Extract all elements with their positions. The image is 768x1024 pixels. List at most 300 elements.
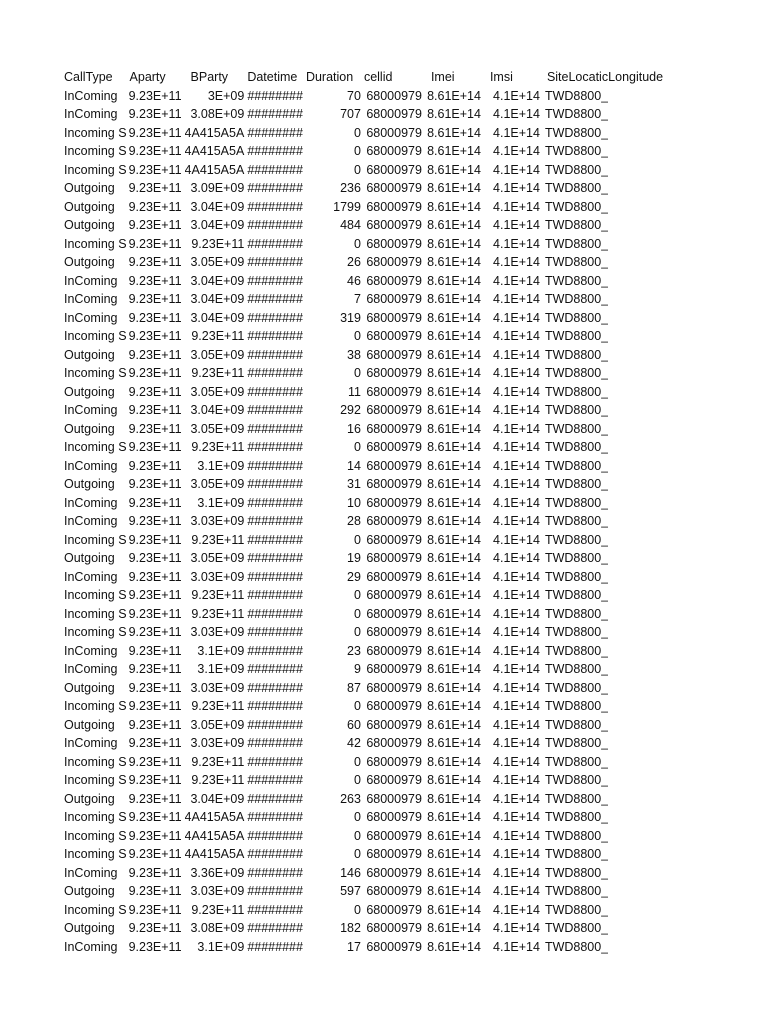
table-row [64,660,670,679]
cell-sitelocation: TWD8800_ [544,366,609,380]
cell-duration: 1799 [333,199,361,214]
header-bparty: BParty [190,70,229,84]
cell-calltype: Outgoing [64,347,115,362]
cell-duration: 11 [347,384,361,399]
cell-sitelocation: TWD8800_ [544,847,609,861]
cell-cellid: 68000979 [366,199,422,214]
cell-duration: 0 [353,144,361,158]
table-row [64,605,670,624]
cell-datetime: ######## [247,255,303,269]
cell-duration: 146 [340,865,361,880]
cell-imei: 8.61E+14 [427,791,481,806]
cell-bparty: 3.04E+09 [190,273,245,288]
cell-imsi: 4.1E+14 [493,810,540,824]
cell-aparty: 9.23E+11 [128,347,182,362]
cell-aparty: 9.23E+11 [128,125,182,140]
cell-datetime: ######## [247,884,303,898]
cell-imsi: 4.1E+14 [493,199,540,214]
cell-aparty: 9.23E+11 [128,310,182,325]
cell-datetime: ######## [247,403,303,417]
header-sitelocation: SiteLocatic [546,70,609,84]
table-row [64,179,670,198]
cell-bparty: 3.03E+09 [190,514,245,528]
cell-cellid: 68000979 [366,810,422,824]
cell-duration: 0 [353,532,361,547]
table-row [64,882,670,901]
cell-aparty: 9.23E+11 [128,421,182,436]
cell-datetime: ######## [247,736,303,750]
cell-bparty: 3.05E+09 [190,477,245,491]
cell-bparty: 3.04E+09 [190,218,245,232]
cell-imsi: 4.1E+14 [493,717,540,732]
cell-datetime: ######## [247,421,303,436]
table-row [64,716,670,735]
cell-calltype: Outgoing [64,884,115,898]
cell-longitude [608,586,670,605]
cell-bparty: 3.03E+09 [190,884,245,898]
cell-imei: 8.61E+14 [427,625,481,639]
cell-calltype: Outgoing [64,551,115,565]
cell-longitude [608,697,670,716]
table-row [64,679,670,698]
cell-bparty: 3.09E+09 [190,181,245,195]
cell-imei: 8.61E+14 [427,680,481,695]
cell-calltype: InComing [64,514,118,528]
cell-duration: 263 [340,791,361,806]
cell-imei: 8.61E+14 [427,403,481,417]
cell-sitelocation: TWD8800_ [544,921,609,935]
cell-datetime: ######## [247,902,303,917]
cell-datetime: ######## [247,773,303,787]
cell-aparty: 9.23E+11 [128,939,182,954]
cell-calltype: Incoming S [64,754,127,769]
cell-imei: 8.61E+14 [427,754,481,769]
cell-imei: 8.61E+14 [427,366,481,380]
cell-imsi: 4.1E+14 [493,181,540,195]
cell-duration: 707 [340,107,361,121]
cell-cellid: 68000979 [366,662,422,676]
cell-imsi: 4.1E+14 [493,625,540,639]
cell-bparty: 3.04E+09 [190,403,245,417]
cell-imei: 8.61E+14 [427,477,481,491]
cell-cellid: 68000979 [366,273,422,288]
cell-sitelocation: TWD8800_ [544,754,609,769]
cell-longitude [608,679,670,698]
cell-datetime: ######## [247,477,303,491]
table-row [64,549,670,568]
table-row [64,87,670,106]
cell-calltype: Outgoing [64,218,115,232]
table-row [64,938,670,957]
cell-duration: 0 [353,699,361,713]
cell-imsi: 4.1E+14 [493,403,540,417]
cell-bparty: 3.05E+09 [190,421,245,436]
cell-duration: 38 [347,347,361,362]
cell-imei: 8.61E+14 [427,551,481,565]
cell-longitude [608,845,670,864]
table-row [64,309,670,328]
cell-datetime: ######## [247,588,303,602]
cell-imei: 8.61E+14 [427,514,481,528]
cell-duration: 0 [353,366,361,380]
cell-sitelocation: TWD8800_ [544,403,609,417]
header-cellid: cellid [363,70,393,84]
cell-calltype: InComing [64,403,118,417]
cell-calltype: Incoming S [64,125,127,140]
cell-sitelocation: TWD8800_ [544,810,609,824]
cell-cellid: 68000979 [366,939,422,954]
cell-longitude [608,734,670,753]
cell-calltype: InComing [64,107,118,121]
cell-imsi: 4.1E+14 [493,551,540,565]
cell-datetime: ######## [247,754,303,769]
cell-datetime: ######## [247,847,303,861]
cell-imsi: 4.1E+14 [493,292,540,306]
cell-calltype: Outgoing [64,181,115,195]
cell-aparty: 9.23E+11 [128,606,182,621]
cell-bparty: 3.04E+09 [190,310,245,325]
cell-imei: 8.61E+14 [427,181,481,195]
cell-bparty: 3.03E+09 [190,625,245,639]
header-longitude: Longitude [608,70,664,84]
cell-cellid: 68000979 [366,514,422,528]
cell-cellid: 68000979 [366,329,422,343]
cell-aparty: 9.23E+11 [128,477,182,491]
cell-datetime: ######## [247,717,303,732]
cell-imsi: 4.1E+14 [493,366,540,380]
cell-imei: 8.61E+14 [427,440,481,454]
cell-datetime: ######## [247,162,303,177]
cell-aparty: 9.23E+11 [128,625,182,639]
cell-bparty: 4A415A5A [184,847,245,861]
cell-longitude [608,642,670,661]
cell-longitude [608,420,670,439]
cell-aparty: 9.23E+11 [128,662,182,676]
cell-cellid: 68000979 [366,699,422,713]
cell-cellid: 68000979 [366,643,422,658]
cell-calltype: Incoming S [64,366,127,380]
table-row [64,161,670,180]
cell-imsi: 4.1E+14 [493,477,540,491]
cell-aparty: 9.23E+11 [128,255,182,269]
cell-aparty: 9.23E+11 [128,699,182,713]
cell-calltype: InComing [64,292,118,306]
cell-duration: 236 [340,181,361,195]
cell-datetime: ######## [247,440,303,454]
cell-imei: 8.61E+14 [427,458,481,473]
cell-imsi: 4.1E+14 [493,347,540,362]
cell-bparty: 3.03E+09 [190,569,245,584]
cell-sitelocation: TWD8800_ [544,255,609,269]
cell-longitude [608,216,670,235]
cell-longitude [608,864,670,883]
cell-aparty: 9.23E+11 [128,440,182,454]
cell-duration: 9 [353,662,361,676]
cell-sitelocation: TWD8800_ [544,643,609,658]
table-row [64,845,670,864]
cell-imsi: 4.1E+14 [493,329,540,343]
cell-duration: 14 [347,458,361,473]
cell-sitelocation: TWD8800_ [544,588,609,602]
table-row [64,142,670,161]
cell-duration: 182 [340,921,361,935]
table-row [64,457,670,476]
cell-datetime: ######## [247,569,303,584]
cell-datetime: ######## [247,606,303,621]
cell-imsi: 4.1E+14 [493,440,540,454]
cell-cellid: 68000979 [366,588,422,602]
cell-imsi: 4.1E+14 [493,125,540,140]
cell-cellid: 68000979 [366,144,422,158]
cell-datetime: ######## [247,625,303,639]
cell-calltype: Outgoing [64,384,115,399]
cell-imsi: 4.1E+14 [493,421,540,436]
cell-sitelocation: TWD8800_ [544,551,609,565]
cell-calltype: Outgoing [64,791,115,806]
cell-cellid: 68000979 [366,569,422,584]
table-row [64,235,670,254]
cell-calltype: Incoming S [64,329,127,343]
cell-aparty: 9.23E+11 [128,144,182,158]
cell-bparty: 3.08E+09 [190,921,245,935]
cell-cellid: 68000979 [366,773,422,787]
cell-imsi: 4.1E+14 [493,662,540,676]
cell-calltype: Outgoing [64,680,115,695]
cell-longitude [608,253,670,272]
cell-imsi: 4.1E+14 [493,588,540,602]
cell-cellid: 68000979 [366,125,422,140]
table-row [64,531,670,550]
cell-aparty: 9.23E+11 [128,88,182,103]
cell-imei: 8.61E+14 [427,199,481,214]
table-row [64,198,670,217]
cell-imsi: 4.1E+14 [493,569,540,584]
cell-datetime: ######## [247,292,303,306]
cell-longitude [608,827,670,846]
cell-sitelocation: TWD8800_ [544,736,609,750]
cell-bparty: 3.03E+09 [190,680,245,695]
cell-imei: 8.61E+14 [427,88,481,103]
cell-bparty: 3.1E+09 [197,643,245,658]
cell-datetime: ######## [247,366,303,380]
cell-aparty: 9.23E+11 [128,514,182,528]
cell-calltype: InComing [64,310,118,325]
cell-aparty: 9.23E+11 [128,218,182,232]
cell-calltype: Incoming S [64,847,127,861]
cell-imsi: 4.1E+14 [493,144,540,158]
cell-longitude [608,753,670,772]
cell-cellid: 68000979 [366,162,422,177]
cell-longitude [608,364,670,383]
cell-calltype: InComing [64,273,118,288]
cell-longitude [608,272,670,291]
cell-datetime: ######## [247,347,303,362]
table-row [64,808,670,827]
cell-longitude [608,623,670,642]
cell-imei: 8.61E+14 [427,717,481,732]
cell-longitude [608,790,670,809]
cell-calltype: InComing [64,865,118,880]
cell-imei: 8.61E+14 [427,828,481,843]
table-row [64,753,670,772]
cell-datetime: ######## [247,921,303,935]
cell-imei: 8.61E+14 [427,292,481,306]
cell-sitelocation: TWD8800_ [544,773,609,787]
cell-cellid: 68000979 [366,347,422,362]
cell-calltype: InComing [64,939,118,954]
cell-cellid: 68000979 [366,458,422,473]
cell-sitelocation: TWD8800_ [544,107,609,121]
spreadsheet [64,68,704,956]
cell-imsi: 4.1E+14 [493,384,540,399]
cell-cellid: 68000979 [366,828,422,843]
table-row [64,290,670,309]
cell-duration: 0 [353,588,361,602]
cell-bparty: 9.23E+11 [191,754,245,769]
cell-aparty: 9.23E+11 [128,181,182,195]
cell-sitelocation: TWD8800_ [544,606,609,621]
cell-sitelocation: TWD8800_ [544,292,609,306]
cell-longitude [608,327,670,346]
cell-datetime: ######## [247,643,303,658]
cell-datetime: ######## [247,662,303,676]
cell-datetime: ######## [247,865,303,880]
cell-longitude [608,882,670,901]
cell-datetime: ######## [247,181,303,195]
cell-sitelocation: TWD8800_ [544,329,609,343]
cell-datetime: ######## [247,458,303,473]
cell-cellid: 68000979 [366,736,422,750]
cell-sitelocation: TWD8800_ [544,384,609,399]
cell-imei: 8.61E+14 [427,921,481,935]
cell-sitelocation: TWD8800_ [544,162,609,177]
cell-calltype: Incoming S [64,162,127,177]
cell-imsi: 4.1E+14 [493,218,540,232]
table-row [64,901,670,920]
cell-aparty: 9.23E+11 [128,273,182,288]
cell-datetime: ######## [247,125,303,140]
cell-bparty: 3.1E+09 [197,662,245,676]
cell-longitude [608,549,670,568]
cell-aparty: 9.23E+11 [128,773,182,787]
table-row [64,253,670,272]
cell-imsi: 4.1E+14 [493,902,540,917]
cell-calltype: InComing [64,88,118,103]
cell-imei: 8.61E+14 [427,273,481,288]
header-imsi: Imsi [489,70,513,84]
cell-bparty: 3.05E+09 [190,551,245,565]
cell-aparty: 9.23E+11 [128,384,182,399]
cell-imsi: 4.1E+14 [493,162,540,177]
cell-duration: 0 [353,125,361,140]
cell-imei: 8.61E+14 [427,736,481,750]
cell-sitelocation: TWD8800_ [544,199,609,214]
cell-aparty: 9.23E+11 [128,236,182,251]
cell-cellid: 68000979 [366,477,422,491]
cell-bparty: 9.23E+11 [191,532,245,547]
cell-imei: 8.61E+14 [427,847,481,861]
cell-longitude [608,475,670,494]
cell-aparty: 9.23E+11 [128,865,182,880]
cell-aparty: 9.23E+11 [128,366,182,380]
cell-imei: 8.61E+14 [427,329,481,343]
cell-sitelocation: TWD8800_ [544,625,609,639]
cell-imei: 8.61E+14 [427,662,481,676]
table-row [64,420,670,439]
cell-duration: 0 [353,847,361,861]
cell-datetime: ######## [247,680,303,695]
cell-imsi: 4.1E+14 [493,699,540,713]
cell-aparty: 9.23E+11 [128,828,182,843]
cell-longitude [608,919,670,938]
cell-imsi: 4.1E+14 [493,736,540,750]
cell-sitelocation: TWD8800_ [544,569,609,584]
cell-duration: 26 [347,255,361,269]
cell-aparty: 9.23E+11 [128,162,182,177]
cell-bparty: 9.23E+11 [191,329,245,343]
cell-datetime: ######## [247,384,303,399]
header-datetime: Datetime [247,70,298,84]
cell-calltype: Outgoing [64,421,115,436]
cell-duration: 0 [353,902,361,917]
cell-calltype: InComing [64,495,118,510]
cell-imei: 8.61E+14 [427,569,481,584]
cell-calltype: InComing [64,458,118,473]
cell-longitude [608,771,670,790]
cell-longitude [608,346,670,365]
table-row [64,771,670,790]
cell-duration: 484 [340,218,361,232]
cell-duration: 23 [347,643,361,658]
cell-longitude [608,660,670,679]
table-row [64,475,670,494]
cell-calltype: Incoming S [64,625,127,639]
cell-aparty: 9.23E+11 [128,458,182,473]
cell-cellid: 68000979 [366,88,422,103]
cell-bparty: 9.23E+11 [191,773,245,787]
cell-bparty: 3.05E+09 [190,717,245,732]
cell-bparty: 3.03E+09 [190,736,245,750]
cell-imsi: 4.1E+14 [493,107,540,121]
cell-longitude [608,198,670,217]
cell-calltype: Outgoing [64,477,115,491]
table-row [64,327,670,346]
cell-cellid: 68000979 [366,625,422,639]
cell-imsi: 4.1E+14 [493,514,540,528]
cell-aparty: 9.23E+11 [128,717,182,732]
cell-cellid: 68000979 [366,292,422,306]
cell-datetime: ######## [247,828,303,843]
cell-sitelocation: TWD8800_ [544,236,609,251]
cell-imei: 8.61E+14 [427,532,481,547]
cell-duration: 319 [340,310,361,325]
cell-duration: 0 [353,162,361,177]
cell-sitelocation: TWD8800_ [544,144,609,158]
header-duration: Duration [305,70,354,84]
cell-sitelocation: TWD8800_ [544,662,609,676]
cell-imei: 8.61E+14 [427,218,481,232]
cell-aparty: 9.23E+11 [128,551,182,565]
cell-imei: 8.61E+14 [427,902,481,917]
cell-cellid: 68000979 [366,236,422,251]
cell-imsi: 4.1E+14 [493,847,540,861]
cell-bparty: 3.05E+09 [190,384,245,399]
cell-longitude [608,179,670,198]
cell-bparty: 9.23E+11 [191,440,245,454]
table-row [64,494,670,513]
cell-longitude [608,161,670,180]
cell-calltype: InComing [64,569,118,584]
